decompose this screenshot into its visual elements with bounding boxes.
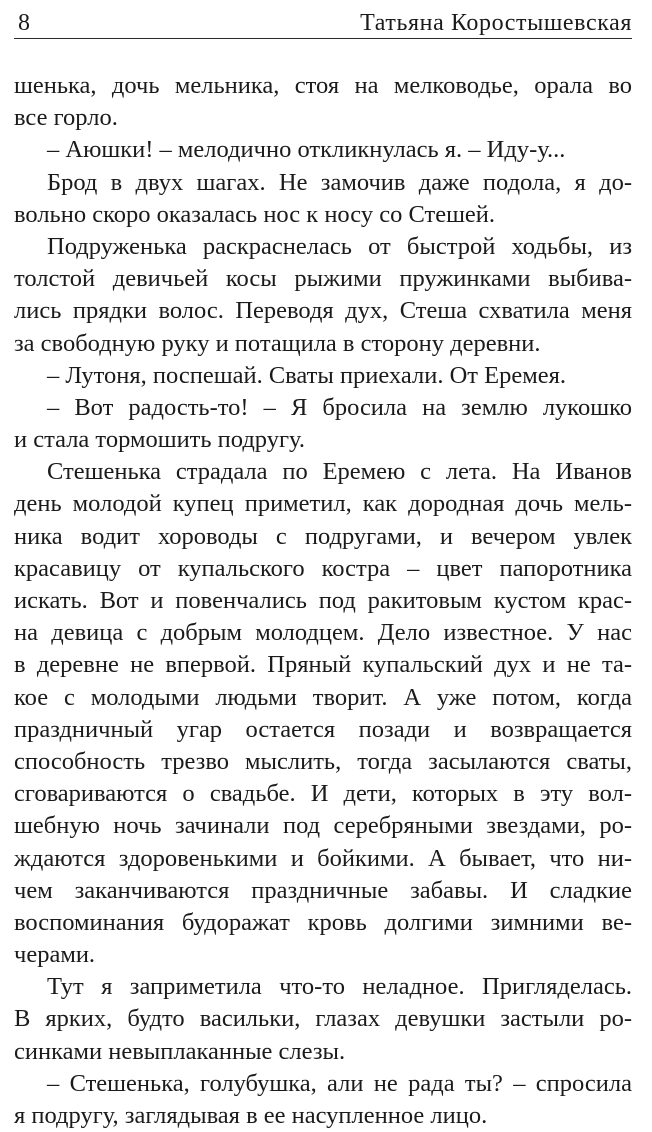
text-line: Брод в двух шагах. Не замочив даже подола, я до-: [47, 168, 632, 196]
page-number: 8: [18, 10, 31, 36]
running-title-author: Татьяна Коростышевская: [360, 10, 632, 36]
text-line: на девица с добрым молодцем. Дело известное. У нас: [14, 619, 632, 647]
text-line: лись прядки волос. Переводя дух, Стеша схватила меня: [14, 297, 632, 325]
text-line: в деревне не впервой. Пряный купальский дух и не та-: [14, 651, 632, 679]
text-line: день молодой купец приметил, как дородная дочь мель-: [14, 490, 632, 518]
text-line: все горло.: [14, 104, 118, 132]
text-line: Подруженька раскраснелась от быстрой ходьбы, из: [47, 232, 632, 260]
text-line: шебную ночь зачинали под серебряными звездами, ро-: [14, 812, 632, 840]
body-text: [14, 70, 632, 1132]
running-head: [14, 8, 632, 39]
text-line: праздничный угар остается позади и возвращается: [14, 715, 632, 743]
text-line: Стешенька страдала по Еремею с лета. На Иванов: [47, 458, 632, 486]
text-line: синками невыплаканные слезы.: [14, 1037, 346, 1065]
text-line: шенька, дочь мельника, стоя на мелководье, орала во: [14, 72, 632, 99]
text-line: – Вот радость-то! – Я бросила на землю лукошко: [47, 393, 632, 421]
text-line: толстой девичьей косы рыжими пружинками выбива-: [14, 265, 632, 293]
text-line: кое с молодыми людьми творит. А уже потом, когда: [14, 683, 632, 711]
text-line: за свободную руку и потащила в сторону деревни.: [14, 329, 541, 357]
text-line: способность трезво мыслить, тогда засылаются сваты,: [14, 747, 632, 775]
text-line: – Стешенька, голубушка, али не рада ты? – спросила: [47, 1069, 632, 1097]
text-line: Тут я заприметила что-то неладное. Пригляделась.: [47, 973, 632, 1001]
text-line: ника водит хороводы с подругами, и вечером увлек: [14, 522, 632, 550]
text-line: вольно скоро оказалась нос к носу со Стешей.: [14, 200, 496, 228]
text-line: сговариваются о свадьбе. И дети, которых в эту вол-: [14, 780, 632, 808]
text-line: – Лутоня, поспешай. Сваты приехали. От Еремея.: [47, 361, 566, 389]
text-line: чем заканчиваются праздничные забавы. И сладкие: [14, 876, 632, 904]
text-line: и стала тормошить подругу.: [14, 426, 305, 454]
text-line: черами.: [14, 941, 96, 969]
text-line: красавицу от купальского костра – цвет папоротника: [14, 554, 632, 582]
text-line: искать. Вот и повенчались под ракитовым кустом крас-: [14, 587, 632, 614]
text-line: В ярких, будто васильки, глазах девушки застыли ро-: [14, 1005, 632, 1033]
text-line: – Аюшки! – мелодично откликнулась я. – Иду-у...: [47, 136, 566, 164]
text-line: ждаются здоровенькими и бойкими. А бывает, что ни-: [14, 844, 632, 872]
text-line: я подругу, заглядывая в ее насупленное лицо.: [14, 1102, 488, 1129]
text-line: воспоминания будоражат кровь долгими зимними ве-: [14, 908, 632, 936]
